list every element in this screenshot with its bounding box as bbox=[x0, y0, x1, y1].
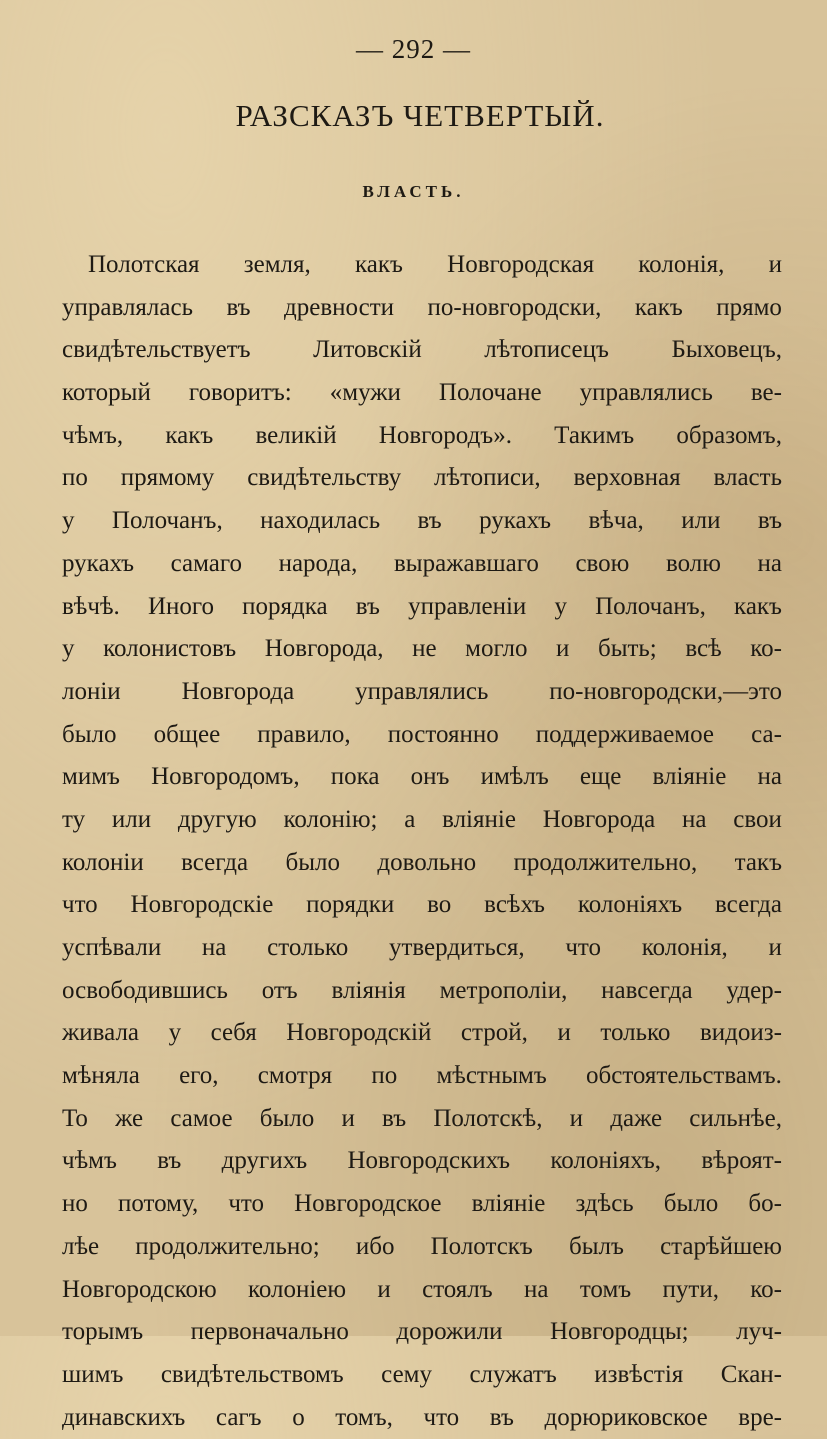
word: въ bbox=[157, 1147, 182, 1175]
word: было bbox=[285, 848, 340, 876]
word: извѣстія bbox=[594, 1360, 684, 1388]
word: чѣмъ bbox=[62, 1147, 117, 1175]
word: свидѣтельствомъ bbox=[160, 1360, 344, 1388]
word: живала bbox=[62, 1019, 140, 1047]
word: То bbox=[62, 1104, 88, 1132]
word: продолжительно; bbox=[135, 1232, 320, 1260]
word: и bbox=[556, 635, 570, 663]
word: бо- bbox=[748, 1190, 782, 1218]
word: строй, bbox=[460, 1019, 528, 1047]
word: другихъ bbox=[221, 1147, 308, 1175]
word: и bbox=[569, 1104, 584, 1132]
word: всѣхъ bbox=[484, 891, 545, 919]
word: Скан- bbox=[720, 1360, 782, 1388]
word: «мужи bbox=[329, 379, 401, 407]
word: колоніяхъ bbox=[577, 891, 683, 919]
word: и bbox=[557, 1019, 571, 1047]
word: управленіи bbox=[408, 592, 527, 620]
word: Новгородская bbox=[447, 251, 595, 278]
text-line bbox=[62, 1397, 782, 1439]
word: такъ bbox=[734, 848, 782, 876]
word: колоніи bbox=[62, 848, 144, 876]
word: вліяніе bbox=[442, 805, 516, 833]
word: продолжительно, bbox=[513, 848, 698, 876]
word: дорожили bbox=[396, 1318, 503, 1346]
text-line bbox=[62, 1183, 782, 1226]
text-line bbox=[62, 1311, 782, 1354]
word: утвердиться, bbox=[388, 934, 525, 961]
word: въ bbox=[489, 1403, 514, 1431]
word: земля, bbox=[243, 251, 311, 278]
word: всегда bbox=[181, 848, 249, 876]
word: луч- bbox=[736, 1318, 782, 1346]
word: динавскихъ bbox=[62, 1403, 186, 1431]
text-line bbox=[62, 1012, 782, 1055]
word: всѣ bbox=[685, 635, 722, 663]
word: Быховецъ, bbox=[671, 336, 782, 364]
word: что bbox=[423, 1403, 460, 1431]
text-line bbox=[62, 543, 782, 586]
word: верховная bbox=[573, 464, 681, 492]
word: себя bbox=[210, 1019, 257, 1047]
word: или bbox=[111, 805, 152, 833]
word: по-новгородски,—это bbox=[549, 677, 782, 705]
word: вѣчѣ. bbox=[62, 592, 120, 620]
text-line bbox=[62, 799, 782, 842]
word: на bbox=[757, 763, 782, 791]
text-line bbox=[62, 756, 782, 799]
word: по bbox=[371, 1062, 398, 1090]
word: свидѣтельству bbox=[247, 464, 402, 492]
word: какъ bbox=[355, 251, 403, 278]
word: не bbox=[412, 635, 437, 663]
word: са- bbox=[751, 720, 782, 748]
word: свою bbox=[575, 549, 630, 577]
text-line bbox=[62, 500, 782, 543]
word: въ bbox=[417, 507, 442, 535]
word: Такимъ bbox=[554, 421, 635, 449]
text-line bbox=[62, 927, 782, 970]
word: у bbox=[168, 1019, 182, 1047]
word: лѣе bbox=[62, 1232, 100, 1260]
word: Полочанъ, bbox=[111, 507, 223, 535]
word: колонія, bbox=[638, 251, 725, 278]
word: вѣроят- bbox=[701, 1147, 782, 1175]
word: стоялъ bbox=[422, 1275, 493, 1303]
word: освободившись bbox=[62, 976, 228, 1004]
section-title: ВЛАСТЬ. bbox=[362, 182, 465, 201]
word: порядка bbox=[242, 592, 328, 620]
word: сему bbox=[381, 1360, 432, 1388]
word: старѣйшею bbox=[660, 1232, 782, 1260]
word: Новгородцы; bbox=[549, 1318, 689, 1346]
word: обстоятельствамъ. bbox=[586, 1062, 782, 1090]
word: всегда bbox=[715, 891, 782, 919]
word: колонистовъ bbox=[103, 635, 237, 663]
word: и bbox=[768, 934, 782, 961]
word: общее bbox=[153, 720, 221, 748]
word: даже bbox=[610, 1104, 663, 1132]
word: же bbox=[115, 1104, 144, 1132]
word: лоніи bbox=[62, 677, 121, 705]
word: и bbox=[377, 1275, 391, 1303]
word: управлялись bbox=[579, 379, 713, 407]
word: Новгородскіе bbox=[130, 891, 274, 919]
word: его, bbox=[179, 1062, 219, 1090]
word: довольно bbox=[377, 848, 477, 876]
word: какъ bbox=[165, 421, 214, 449]
text-line bbox=[62, 842, 782, 885]
word: самое bbox=[170, 1104, 233, 1132]
word: ве- bbox=[750, 379, 782, 407]
word: Литовскій bbox=[313, 336, 422, 364]
word: могло bbox=[465, 635, 528, 663]
word: лѣтописецъ bbox=[484, 336, 609, 364]
word: что bbox=[62, 891, 98, 919]
word: Иного bbox=[147, 592, 215, 620]
word: здѣсь bbox=[575, 1190, 634, 1218]
word: управлялась bbox=[62, 293, 193, 321]
word: было bbox=[259, 1104, 315, 1132]
word: на bbox=[682, 805, 707, 833]
word: колоніяхъ, bbox=[550, 1147, 661, 1175]
word: Новгородъ». bbox=[378, 421, 512, 449]
word: Полотская bbox=[88, 251, 200, 278]
word: какъ bbox=[634, 293, 683, 321]
word: и bbox=[768, 251, 782, 278]
text-line bbox=[62, 457, 782, 500]
word: ко- bbox=[750, 635, 782, 663]
word: что bbox=[565, 934, 601, 961]
text-line bbox=[62, 1098, 782, 1141]
word: постоянно bbox=[387, 720, 499, 748]
word: пока bbox=[330, 763, 380, 791]
word: ко- bbox=[750, 1275, 782, 1303]
word: Новгородомъ, bbox=[151, 763, 300, 791]
word: навсегда bbox=[601, 976, 693, 1004]
word: вліяніе bbox=[652, 763, 727, 791]
text-line bbox=[62, 970, 782, 1013]
word: образомъ, bbox=[676, 421, 782, 449]
word: прямо bbox=[716, 293, 782, 321]
word: ту bbox=[62, 805, 86, 833]
word: порядки bbox=[306, 891, 395, 919]
word: по-новгородски, bbox=[427, 293, 602, 321]
word: удер- bbox=[726, 976, 782, 1004]
text-line bbox=[62, 586, 782, 629]
word: выражавшаго bbox=[394, 549, 539, 577]
word: на bbox=[524, 1275, 549, 1303]
text-line bbox=[62, 1055, 782, 1098]
text-line bbox=[62, 1140, 782, 1183]
word: какъ bbox=[734, 592, 782, 620]
word: Новгорода bbox=[181, 677, 295, 705]
word: правило, bbox=[257, 720, 351, 748]
word: во bbox=[427, 891, 452, 919]
word: Новгорода bbox=[542, 805, 656, 833]
word: мимъ bbox=[62, 763, 120, 791]
word: въ bbox=[226, 293, 251, 321]
word: прямому bbox=[120, 464, 215, 492]
word: только bbox=[600, 1019, 671, 1047]
word: волю bbox=[665, 549, 721, 577]
word: Полочанъ, bbox=[595, 592, 706, 620]
word: смотря bbox=[257, 1062, 333, 1090]
word: Новгорода, bbox=[264, 635, 384, 663]
word: рукахъ bbox=[62, 549, 135, 577]
word: что bbox=[228, 1190, 264, 1218]
text-line bbox=[62, 1269, 782, 1312]
word: древности bbox=[284, 293, 395, 321]
word: мѣстнымъ bbox=[436, 1062, 547, 1090]
word: метрополіи, bbox=[439, 976, 568, 1004]
page-number: — 292 — bbox=[356, 34, 471, 64]
word: на bbox=[201, 934, 227, 961]
word: поддерживаемое bbox=[535, 720, 715, 748]
word: народа, bbox=[278, 549, 358, 577]
word: успѣвали bbox=[62, 934, 162, 961]
word: самаго bbox=[170, 549, 242, 577]
word: лѣтописи, bbox=[434, 464, 541, 492]
word: еще bbox=[579, 763, 622, 791]
text-line bbox=[62, 1354, 782, 1397]
body-paragraph bbox=[62, 244, 782, 1439]
word: другую bbox=[177, 805, 257, 833]
word: рукахъ bbox=[479, 507, 552, 535]
word: Полотскъ bbox=[430, 1232, 533, 1260]
word: Новгородскихъ bbox=[347, 1147, 511, 1175]
word: ибо bbox=[355, 1232, 395, 1260]
text-line bbox=[62, 244, 782, 287]
word: находилась bbox=[260, 507, 381, 535]
word: потому, bbox=[117, 1190, 199, 1218]
word: Новгородскою bbox=[62, 1275, 217, 1303]
word: вре- bbox=[738, 1403, 782, 1431]
word: шимъ bbox=[62, 1360, 124, 1388]
word: вліяніе bbox=[471, 1190, 546, 1218]
text-line bbox=[62, 714, 782, 757]
text-line bbox=[62, 884, 782, 927]
word: колонію; bbox=[283, 805, 378, 833]
word: столько bbox=[267, 934, 349, 961]
text-line bbox=[62, 1226, 782, 1269]
word: управлялись bbox=[355, 677, 489, 705]
word: онъ bbox=[410, 763, 450, 791]
word: власть bbox=[713, 464, 782, 492]
word: и bbox=[341, 1104, 355, 1132]
word: у bbox=[554, 592, 567, 620]
word: въ bbox=[355, 592, 380, 620]
word: Полочане bbox=[438, 379, 542, 407]
word: вѣча, bbox=[588, 507, 644, 535]
word: былъ bbox=[569, 1232, 624, 1260]
word: видоиз- bbox=[700, 1019, 782, 1047]
word: отъ bbox=[261, 976, 298, 1004]
text-line bbox=[62, 372, 782, 415]
word: Новгородское bbox=[294, 1190, 442, 1218]
word: колоніею bbox=[247, 1275, 347, 1303]
word: сагъ bbox=[215, 1403, 262, 1431]
word: томъ, bbox=[335, 1403, 393, 1431]
word: служатъ bbox=[469, 1360, 557, 1388]
word: великій bbox=[255, 421, 337, 449]
word: было bbox=[663, 1190, 719, 1218]
word: свидѣтельствуетъ bbox=[62, 336, 251, 364]
word: имѣлъ bbox=[480, 763, 549, 791]
text-line bbox=[62, 287, 782, 330]
word: торымъ bbox=[62, 1318, 144, 1346]
word: у bbox=[62, 507, 75, 535]
text-line bbox=[62, 329, 782, 372]
word: о bbox=[292, 1403, 305, 1431]
word: на bbox=[757, 549, 782, 577]
word: первоначально bbox=[190, 1318, 349, 1346]
word: свои bbox=[733, 805, 782, 833]
text-line bbox=[62, 415, 782, 458]
word: дорюриковское bbox=[544, 1403, 708, 1431]
word: у bbox=[62, 635, 75, 663]
word: Полотскѣ, bbox=[433, 1104, 543, 1132]
text-line bbox=[62, 671, 782, 714]
chapter-title: РАЗСКАЗЪ ЧЕТВЕРТЫЙ. bbox=[235, 98, 605, 133]
word: быть; bbox=[597, 635, 657, 663]
word: томъ bbox=[579, 1275, 632, 1303]
word: говоритъ: bbox=[188, 379, 292, 407]
word: чѣмъ, bbox=[62, 421, 124, 449]
word: или bbox=[681, 507, 721, 535]
word: мѣняла bbox=[62, 1062, 140, 1090]
word: въ bbox=[757, 507, 782, 535]
text-line bbox=[62, 628, 782, 671]
word: сильнѣе, bbox=[689, 1104, 782, 1132]
word: но bbox=[62, 1190, 88, 1218]
word: пути, bbox=[662, 1275, 719, 1303]
word: колонія, bbox=[641, 934, 728, 961]
word: по bbox=[62, 464, 88, 492]
word: было bbox=[62, 720, 117, 748]
word: вліянія bbox=[331, 976, 406, 1004]
word: въ bbox=[382, 1104, 407, 1132]
word: который bbox=[62, 379, 151, 407]
word: Новгородскій bbox=[286, 1019, 432, 1047]
word: а bbox=[404, 805, 416, 833]
